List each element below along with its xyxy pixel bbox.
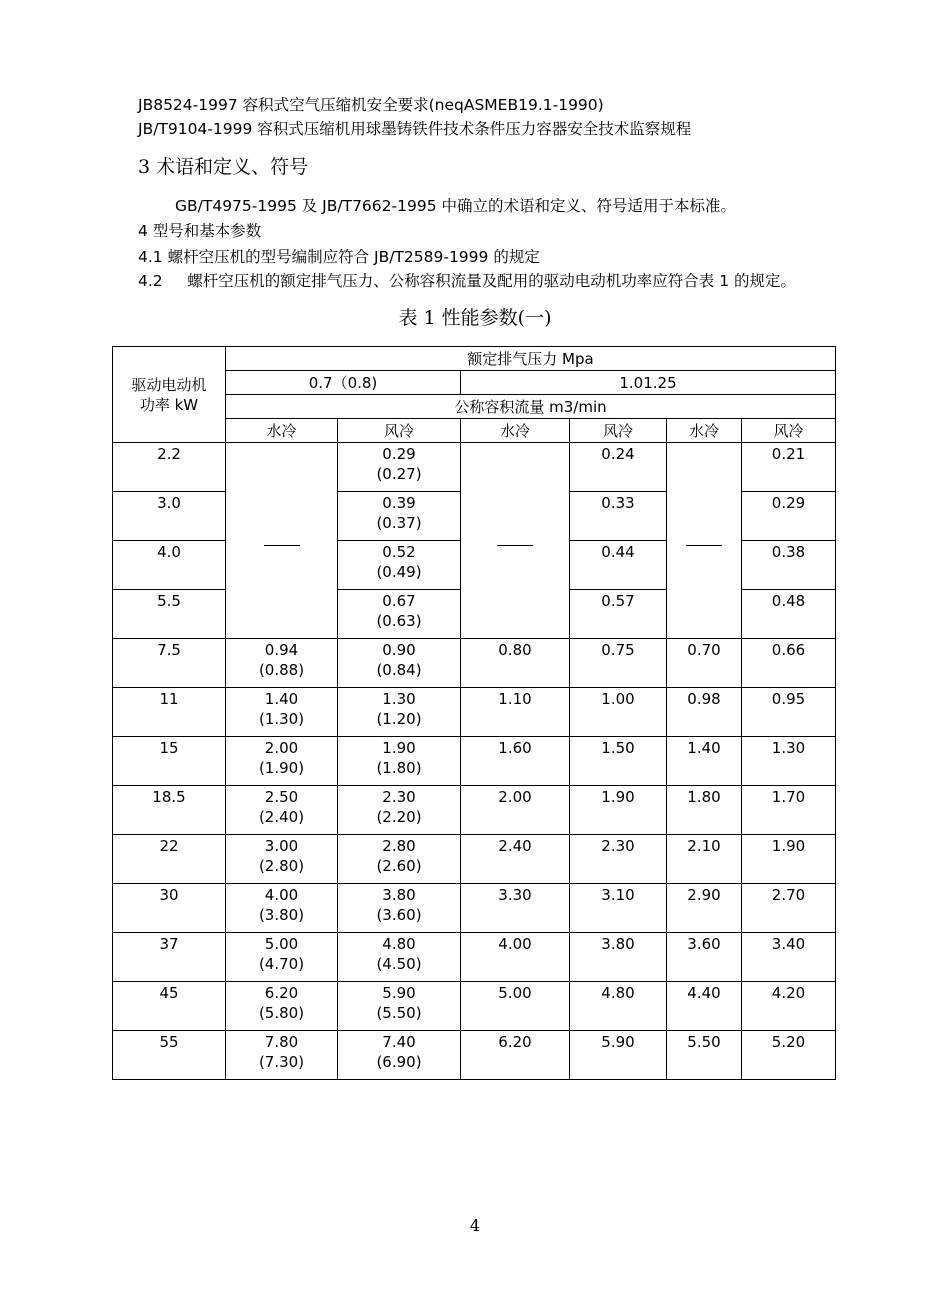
air-1-cell-alt-value: (0.84)	[376, 661, 422, 679]
motor-power-cell: 30	[113, 884, 226, 933]
air-1-cell	[338, 639, 461, 688]
air-1-cell-value: 1.30	[382, 690, 416, 708]
air-3-cell: 3.40	[742, 933, 836, 982]
water-1-cell-alt-value: (3.80)	[258, 906, 305, 924]
air-3-cell: 2.70	[742, 884, 836, 933]
air-1-cell-value: 5.90	[382, 984, 416, 1002]
air-1-cell-alt-value: (4.50)	[376, 955, 422, 973]
water-2-cell: 6.20	[461, 1031, 570, 1080]
water-1-cell	[226, 982, 338, 1031]
water-1-cell	[226, 786, 338, 835]
water-3-cell: 1.80	[667, 786, 742, 835]
air-1-cell	[338, 541, 461, 590]
water-1-cell-value: 3.00	[264, 837, 299, 855]
water-2-cell: 2.40	[461, 835, 570, 884]
water-1-cell-alt-value: (5.80)	[258, 1004, 305, 1022]
air-1-cell	[338, 835, 461, 884]
table-row	[113, 835, 836, 884]
water-3-cell: 2.90	[667, 884, 742, 933]
water-3-cell: 0.70	[667, 639, 742, 688]
air-2-cell: 1.90	[570, 786, 667, 835]
air-2-cell: 1.00	[570, 688, 667, 737]
motor-power-cell: 4.0	[113, 541, 226, 590]
air-1-cell-alt-value: (3.60)	[376, 906, 422, 924]
water-1-cell-value: 5.00	[264, 935, 299, 953]
air-2-cell: 1.50	[570, 737, 667, 786]
air-3-cell: 0.66	[742, 639, 836, 688]
air-2-cell: 0.57	[570, 590, 667, 639]
motor-power-cell: 7.5	[113, 639, 226, 688]
page-number: 4	[469, 1216, 481, 1235]
air-1-cell	[338, 737, 461, 786]
motor-power-cell: 18.5	[113, 786, 226, 835]
air-1-cell-value: 0.67	[382, 592, 416, 610]
motor-power-cell: 45	[113, 982, 226, 1031]
motor-power-cell: 37	[113, 933, 226, 982]
air-2-cell: 0.44	[570, 541, 667, 590]
water-1-cell	[226, 688, 338, 737]
air-1-cell-alt-value: (0.27)	[376, 465, 422, 483]
air-2-cell: 2.30	[570, 835, 667, 884]
air-1-cell	[338, 1031, 461, 1080]
table-row	[113, 688, 836, 737]
air-2-cell: 4.80	[570, 982, 667, 1031]
dash-mark	[686, 545, 722, 546]
air-3-cell: 5.20	[742, 1031, 836, 1080]
air-1-cell	[338, 933, 461, 982]
air-2-cell: 3.10	[570, 884, 667, 933]
air-1-cell-value: 2.30	[382, 788, 416, 806]
air-1-cell-alt-value: (0.49)	[376, 563, 422, 581]
water-2-cell: 3.30	[461, 884, 570, 933]
motor-power-cell: 22	[113, 835, 226, 884]
air-3-cell: 4.20	[742, 982, 836, 1031]
air-1-cell	[338, 688, 461, 737]
water-1-cell-value: 1.40	[264, 690, 299, 708]
air-3-cell: 0.29	[742, 492, 836, 541]
table-row	[113, 737, 836, 786]
water-1-cell-value: 2.50	[264, 788, 299, 806]
air-1-cell-value: 1.90	[382, 739, 416, 757]
water-1-cell	[226, 1031, 338, 1080]
motor-power-header	[113, 347, 226, 443]
air-1-cell	[338, 443, 461, 492]
reference-line-jbt9104: JB/T9104-1999 容积式压缩机用球墨铸铁件技术条件压力容器安全技术监察规程	[138, 120, 692, 138]
air-1-cell-value: 7.40	[382, 1033, 416, 1051]
water-3-cell: 2.10	[667, 835, 742, 884]
air-1-cell	[338, 786, 461, 835]
air-2-cell: 3.80	[570, 933, 667, 982]
water-1-cell-alt-value: (4.70)	[258, 955, 305, 973]
water-1-cell-alt-value: (0.88)	[258, 661, 305, 679]
air-1-cell-alt-value: (1.20)	[376, 710, 422, 728]
air-2-cell: 0.33	[570, 492, 667, 541]
air-2-cell: 0.24	[570, 443, 667, 492]
air-2-cell: 0.75	[570, 639, 667, 688]
water-1-cell-value: 4.00	[264, 886, 299, 904]
water-1-cell	[226, 933, 338, 982]
air-1-cell-value: 0.39	[382, 494, 416, 512]
section-heading-4: 4 型号和基本参数	[138, 222, 262, 240]
water-1-cell-alt-value: (2.80)	[258, 857, 305, 875]
air-1-cell-value: 4.80	[382, 935, 416, 953]
water-1-empty-cell	[226, 443, 338, 639]
water-2-cell: 2.00	[461, 786, 570, 835]
water-1-cell-value: 0.94	[264, 641, 299, 659]
pressure-group-2: 1.01.25	[461, 371, 836, 395]
table-row	[113, 786, 836, 835]
water-3-cell: 4.40	[667, 982, 742, 1031]
table-row	[113, 933, 836, 982]
motor-power-header-line2: 功率 kW	[139, 395, 199, 414]
air-1-cell-alt-value: (6.90)	[376, 1053, 422, 1071]
air-1-cell-value: 2.80	[382, 837, 416, 855]
clause-4-2: 4.2 螺杆空压机的额定排气压力、公称容积流量及配用的驱动电动机功率应符合表 1 的规定。	[138, 272, 797, 290]
col-water-2: 水冷	[461, 419, 570, 443]
pressure-header: 额定排气压力 Mpa	[226, 347, 836, 371]
air-1-cell-value: 0.29	[382, 445, 416, 463]
col-air-3: 风冷	[742, 419, 836, 443]
water-2-cell: 1.60	[461, 737, 570, 786]
water-1-cell-alt-value: (2.40)	[258, 808, 305, 826]
water-1-cell	[226, 835, 338, 884]
water-3-empty-cell	[667, 443, 742, 639]
col-water-3: 水冷	[667, 419, 742, 443]
water-2-cell: 0.80	[461, 639, 570, 688]
table-title: 表 1 性能参数(一)	[398, 307, 552, 329]
water-1-cell	[226, 639, 338, 688]
motor-power-cell: 5.5	[113, 590, 226, 639]
water-1-cell-value: 2.00	[264, 739, 299, 757]
flow-header: 公称容积流量 m3/min	[226, 395, 836, 419]
air-3-cell: 0.95	[742, 688, 836, 737]
col-water-1: 水冷	[226, 419, 338, 443]
motor-power-cell: 2.2	[113, 443, 226, 492]
dash-mark	[497, 545, 533, 546]
water-2-empty-cell	[461, 443, 570, 639]
air-1-cell	[338, 884, 461, 933]
water-2-cell: 4.00	[461, 933, 570, 982]
water-1-cell-value: 6.20	[264, 984, 299, 1002]
clause-4-1: 4.1 螺杆空压机的型号编制应符合 JB/T2589-1999 的规定	[138, 248, 540, 266]
water-1-cell-alt-value: (7.30)	[258, 1053, 305, 1071]
table-row	[113, 1031, 836, 1080]
air-3-cell: 0.21	[742, 443, 836, 492]
air-1-cell-alt-value: (5.50)	[376, 1004, 422, 1022]
air-2-cell: 5.90	[570, 1031, 667, 1080]
table-row	[113, 982, 836, 1031]
performance-table	[112, 346, 836, 1080]
air-1-cell	[338, 982, 461, 1031]
water-1-cell	[226, 884, 338, 933]
air-1-cell-alt-value: (0.63)	[376, 612, 422, 630]
air-1-cell	[338, 492, 461, 541]
air-3-cell: 0.48	[742, 590, 836, 639]
water-1-cell-value: 7.80	[264, 1033, 299, 1051]
water-3-cell: 1.40	[667, 737, 742, 786]
table-row	[113, 443, 836, 492]
water-3-cell: 5.50	[667, 1031, 742, 1080]
pressure-group-1: 0.7（0.8)	[226, 371, 461, 395]
air-3-cell: 1.70	[742, 786, 836, 835]
motor-power-cell: 3.0	[113, 492, 226, 541]
air-1-cell-alt-value: (0.37)	[376, 514, 422, 532]
air-3-cell: 0.38	[742, 541, 836, 590]
air-1-cell-value: 0.52	[382, 543, 416, 561]
air-1-cell-alt-value: (2.20)	[376, 808, 422, 826]
motor-power-header-line1: 驱动电动机	[131, 375, 207, 394]
section-heading-3: 3 术语和定义、符号	[138, 156, 309, 178]
col-air-1: 风冷	[338, 419, 461, 443]
water-1-cell	[226, 737, 338, 786]
air-3-cell: 1.90	[742, 835, 836, 884]
water-1-cell-alt-value: (1.90)	[258, 759, 305, 777]
table-row	[113, 639, 836, 688]
air-1-cell-alt-value: (1.80)	[376, 759, 422, 777]
motor-power-cell: 11	[113, 688, 226, 737]
air-1-cell-alt-value: (2.60)	[376, 857, 422, 875]
water-3-cell: 3.60	[667, 933, 742, 982]
col-air-2: 风冷	[570, 419, 667, 443]
water-2-cell: 1.10	[461, 688, 570, 737]
air-1-cell-value: 0.90	[382, 641, 416, 659]
water-3-cell: 0.98	[667, 688, 742, 737]
water-2-cell: 5.00	[461, 982, 570, 1031]
section-3-paragraph: GB/T4975-1995 及 JB/T7662-1995 中确立的术语和定义、符号适用于本标准。	[175, 197, 736, 215]
dash-mark	[264, 545, 300, 546]
motor-power-cell: 15	[113, 737, 226, 786]
water-1-cell-alt-value: (1.30)	[258, 710, 305, 728]
air-3-cell: 1.30	[742, 737, 836, 786]
reference-line-jb8524: JB8524-1997 容积式空气压缩机安全要求(neqASMEB19.1-1990)	[138, 96, 604, 114]
air-1-cell	[338, 590, 461, 639]
air-1-cell-value: 3.80	[382, 886, 416, 904]
table-row	[113, 884, 836, 933]
motor-power-cell: 55	[113, 1031, 226, 1080]
